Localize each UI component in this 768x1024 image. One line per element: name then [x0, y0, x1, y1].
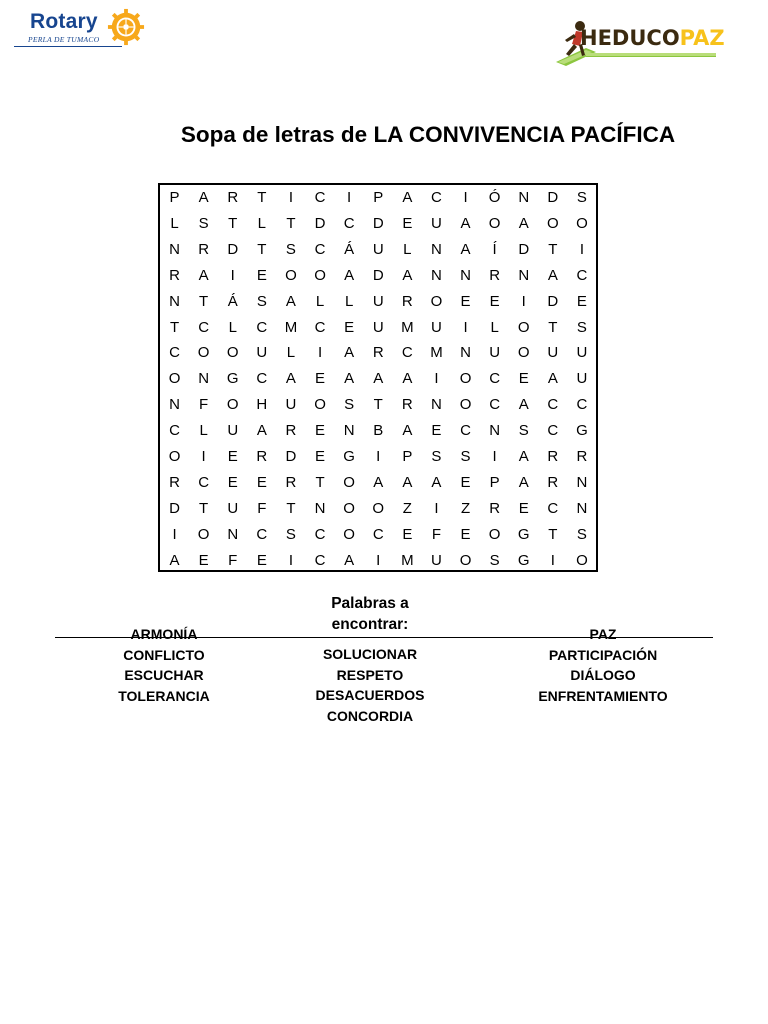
- grid-cell[interactable]: E: [256, 551, 267, 569]
- grid-cell[interactable]: A: [169, 551, 180, 569]
- grid-cell[interactable]: N: [460, 344, 471, 362]
- grid-cell[interactable]: C: [547, 422, 559, 440]
- page-title: Sopa de letras de LA CONVIVENCIA PACÍFICA: [180, 122, 676, 147]
- grid-cell[interactable]: C: [576, 396, 588, 414]
- grid-cell[interactable]: L: [403, 240, 412, 258]
- grid-cell[interactable]: C: [547, 396, 559, 414]
- grid-cell[interactable]: B: [373, 422, 384, 440]
- grid-cell[interactable]: T: [257, 189, 267, 206]
- grid-cell[interactable]: I: [492, 448, 497, 465]
- grid-cell[interactable]: F: [431, 525, 442, 543]
- grid-cell[interactable]: I: [376, 551, 381, 569]
- grid-cell[interactable]: E: [227, 448, 238, 465]
- grid-cell[interactable]: C: [489, 396, 501, 414]
- word-list-item: ESCUCHAR: [124, 667, 204, 683]
- grid-cell[interactable]: A: [402, 370, 413, 388]
- grid-cell[interactable]: R: [489, 266, 501, 284]
- grid-cell[interactable]: E: [402, 525, 413, 543]
- grid-cell[interactable]: O: [197, 525, 210, 543]
- grid-cell[interactable]: O: [576, 214, 588, 232]
- grid-cell[interactable]: O: [314, 266, 326, 284]
- grid-cell[interactable]: M: [401, 551, 414, 569]
- grid-cell[interactable]: O: [459, 370, 472, 388]
- grid-cell[interactable]: I: [317, 344, 323, 362]
- grid-cell[interactable]: U: [372, 292, 384, 310]
- grid-cell[interactable]: D: [169, 499, 180, 517]
- word-list-heading: Palabras a encontrar:: [331, 595, 409, 633]
- grid-cell[interactable]: P: [402, 448, 413, 465]
- grid-cell[interactable]: I: [463, 189, 468, 206]
- word-list-item: ENFRENTAMIENTO: [538, 687, 668, 704]
- grid-cell[interactable]: D: [372, 266, 384, 284]
- grid-cell[interactable]: C: [198, 473, 210, 491]
- heducopaz-logo-wordmark: HEDUCOPAZ: [580, 26, 725, 50]
- grid-cell[interactable]: N: [169, 396, 180, 414]
- grid-row: [160, 496, 596, 522]
- grid-cell[interactable]: C: [169, 344, 180, 362]
- grid-cell[interactable]: N: [169, 240, 180, 258]
- grid-cell[interactable]: O: [168, 448, 181, 465]
- grid-cell[interactable]: M: [401, 318, 414, 336]
- grid-cell[interactable]: R: [372, 344, 384, 362]
- grid-cell[interactable]: N: [431, 240, 442, 258]
- grid-cell[interactable]: L: [170, 214, 179, 232]
- rotary-logo-rule: [14, 46, 122, 47]
- grid-cell[interactable]: S: [489, 551, 500, 569]
- grid-cell[interactable]: D: [518, 240, 530, 258]
- grid-cell[interactable]: E: [431, 422, 442, 440]
- grid-row: [160, 211, 596, 237]
- grid-cell[interactable]: A: [198, 189, 209, 206]
- grid-cell[interactable]: I: [521, 292, 526, 310]
- grid-cell[interactable]: U: [372, 318, 384, 336]
- grid-cell[interactable]: S: [576, 189, 587, 206]
- grid-cell[interactable]: E: [198, 551, 209, 569]
- grid-cell[interactable]: I: [347, 189, 352, 206]
- grid-cell[interactable]: N: [431, 396, 442, 414]
- grid-cell[interactable]: O: [547, 214, 559, 232]
- grid-cell[interactable]: Z: [460, 499, 471, 517]
- grid-cell[interactable]: I: [434, 499, 439, 517]
- grid-cell[interactable]: N: [576, 499, 588, 517]
- grid-row: [160, 522, 596, 548]
- grid-cell[interactable]: Z: [402, 499, 412, 517]
- grid-cell[interactable]: D: [547, 292, 559, 310]
- grid-cell[interactable]: U: [576, 370, 588, 388]
- grid-cell[interactable]: L: [257, 214, 267, 232]
- grid-cell[interactable]: N: [343, 422, 355, 440]
- grid-cell[interactable]: U: [256, 344, 268, 362]
- grid-cell[interactable]: D: [314, 214, 326, 232]
- grid-cell[interactable]: E: [460, 292, 471, 310]
- grid-cell[interactable]: C: [314, 551, 326, 569]
- grid-cell[interactable]: L: [286, 344, 296, 362]
- grid-row: [160, 392, 596, 418]
- grid-cell[interactable]: A: [547, 266, 558, 284]
- grid-cell[interactable]: T: [548, 525, 558, 543]
- grid-cell[interactable]: U: [489, 344, 501, 362]
- grid-cell[interactable]: A: [402, 266, 413, 284]
- grid-row: [160, 340, 596, 366]
- grid-cell[interactable]: F: [228, 551, 238, 569]
- grid-row: [160, 418, 596, 444]
- grid-cell[interactable]: N: [489, 422, 501, 440]
- rotary-logo-wordmark: Rotary: [30, 10, 98, 33]
- grid-cell[interactable]: L: [315, 292, 325, 310]
- grid-cell[interactable]: N: [576, 473, 588, 491]
- heducopaz-logo: [556, 18, 726, 66]
- word-list-item: RESPETO: [336, 666, 404, 683]
- word-list-item: TOLERANCIA: [118, 687, 210, 704]
- grid-cell[interactable]: C: [431, 189, 442, 206]
- grid-cell[interactable]: C: [372, 525, 384, 543]
- grid-cell[interactable]: U: [285, 396, 297, 414]
- grid-cell[interactable]: T: [548, 240, 558, 258]
- word-list-item: ARMONÍA: [130, 626, 198, 642]
- grid-cell[interactable]: I: [463, 318, 468, 336]
- grid-cell[interactable]: R: [401, 292, 413, 310]
- grid-cell[interactable]: A: [344, 370, 355, 388]
- grid-cell[interactable]: O: [576, 551, 588, 569]
- grid-cell[interactable]: U: [576, 344, 588, 362]
- grid-cell[interactable]: A: [460, 214, 471, 232]
- grid-cell[interactable]: C: [576, 266, 588, 284]
- grid-cell[interactable]: S: [285, 525, 296, 543]
- grid-cell[interactable]: I: [434, 370, 439, 388]
- grid-row: [160, 470, 596, 496]
- grid-cell[interactable]: E: [518, 499, 529, 517]
- rotary-wheel-icon: [107, 8, 145, 46]
- grid-cell[interactable]: C: [401, 344, 413, 362]
- grid-cell[interactable]: P: [373, 189, 384, 206]
- grid-cell[interactable]: C: [256, 318, 268, 336]
- grid-cell[interactable]: U: [227, 422, 239, 440]
- grid-row: [160, 263, 596, 289]
- grid-row: [160, 548, 596, 574]
- grid-cell[interactable]: O: [314, 396, 326, 414]
- grid-cell[interactable]: L: [228, 318, 237, 336]
- grid-cell[interactable]: C: [460, 422, 471, 440]
- grid-row: [160, 366, 596, 392]
- grid-cell[interactable]: R: [227, 189, 239, 206]
- grid-cell[interactable]: I: [579, 240, 585, 258]
- grid-cell[interactable]: O: [459, 396, 472, 414]
- word-list-left: [84, 624, 244, 706]
- grid-cell[interactable]: I: [550, 551, 555, 569]
- grid-cell[interactable]: T: [286, 214, 296, 232]
- grid-cell[interactable]: R: [169, 266, 180, 284]
- grid-cell[interactable]: T: [315, 473, 325, 491]
- grid-cell[interactable]: G: [343, 448, 355, 465]
- grid-cell[interactable]: A: [285, 292, 296, 310]
- grid-cell[interactable]: N: [431, 266, 442, 284]
- grid-row: [160, 444, 596, 470]
- grid-cell[interactable]: I: [230, 266, 235, 284]
- word-list-item: SOLUCIONAR: [322, 646, 418, 662]
- grid-cell[interactable]: A: [402, 189, 413, 206]
- grid-cell[interactable]: T: [169, 318, 180, 336]
- word-list-item: DESACUERDOS: [315, 687, 425, 703]
- grid-cell[interactable]: A: [344, 551, 355, 569]
- grid-cell[interactable]: O: [517, 318, 530, 336]
- grid-cell[interactable]: A: [518, 473, 529, 491]
- grid-cell[interactable]: R: [547, 448, 559, 465]
- grid-cell[interactable]: Ó: [488, 189, 501, 206]
- grid-cell[interactable]: E: [576, 292, 587, 310]
- grid-cell[interactable]: Á: [227, 292, 238, 310]
- grid-cell[interactable]: O: [197, 344, 210, 362]
- grid-cell[interactable]: O: [285, 266, 297, 284]
- grid-cell[interactable]: A: [344, 344, 355, 362]
- grid-cell[interactable]: S: [285, 240, 296, 258]
- grid-cell[interactable]: A: [344, 266, 355, 284]
- grid-cell[interactable]: S: [198, 214, 209, 232]
- grid-cell[interactable]: I: [172, 525, 177, 543]
- grid-cell[interactable]: N: [518, 266, 530, 284]
- grid-cell[interactable]: S: [576, 318, 587, 336]
- grid-cell[interactable]: F: [257, 499, 267, 517]
- grid-cell[interactable]: E: [315, 422, 326, 440]
- grid-cell[interactable]: C: [547, 499, 559, 517]
- grid-cell[interactable]: U: [372, 240, 384, 258]
- grid-cell[interactable]: M: [284, 318, 298, 336]
- grid-cell[interactable]: A: [460, 240, 471, 258]
- grid-cell[interactable]: R: [169, 473, 180, 491]
- grid-cell[interactable]: R: [285, 422, 297, 440]
- grid-row: [160, 185, 596, 211]
- grid-cell[interactable]: U: [227, 499, 239, 517]
- grid-cell[interactable]: S: [431, 448, 442, 465]
- grid-cell[interactable]: E: [315, 448, 326, 465]
- grid-cell[interactable]: O: [488, 214, 501, 232]
- grid-cell[interactable]: N: [314, 499, 326, 517]
- grid-cell[interactable]: F: [199, 396, 209, 414]
- grid-cell[interactable]: D: [285, 448, 297, 465]
- grid-cell[interactable]: E: [315, 370, 326, 388]
- word-search-grid: [158, 183, 598, 572]
- grid-cell[interactable]: A: [373, 370, 384, 388]
- grid-cell[interactable]: D: [227, 240, 239, 258]
- grid-cell[interactable]: U: [431, 214, 442, 232]
- grid-cell[interactable]: I: [376, 448, 381, 465]
- grid-cell[interactable]: O: [343, 499, 355, 517]
- grid-cell[interactable]: T: [199, 292, 209, 310]
- grid-cell[interactable]: A: [198, 266, 209, 284]
- grid-cell[interactable]: O: [459, 551, 472, 569]
- grid-cell[interactable]: D: [372, 214, 384, 232]
- grid-cell[interactable]: C: [314, 189, 326, 206]
- word-list-item: DIÁLOGO: [570, 667, 636, 683]
- grid-cell[interactable]: C: [256, 370, 268, 388]
- grid-cell[interactable]: G: [226, 370, 239, 388]
- grid-cell[interactable]: E: [256, 473, 267, 491]
- grid-cell[interactable]: C: [169, 422, 180, 440]
- grid-cell[interactable]: T: [199, 499, 209, 517]
- grid-cell[interactable]: R: [547, 473, 559, 491]
- grid-cell[interactable]: H: [256, 396, 268, 414]
- grid-cell[interactable]: N: [227, 525, 239, 543]
- grid-cell[interactable]: L: [490, 318, 499, 336]
- grid-cell[interactable]: T: [286, 499, 296, 517]
- grid-cell[interactable]: E: [344, 318, 355, 336]
- grid-cell[interactable]: C: [343, 214, 355, 232]
- grid-cell[interactable]: O: [517, 344, 530, 362]
- grid-cell[interactable]: C: [314, 525, 326, 543]
- grid-cell[interactable]: M: [430, 344, 443, 362]
- grid-cell[interactable]: I: [201, 448, 206, 465]
- grid-cell[interactable]: R: [401, 396, 413, 414]
- grid-cell[interactable]: I: [288, 189, 294, 206]
- grid-cell[interactable]: N: [518, 189, 530, 206]
- grid-cell[interactable]: T: [257, 240, 267, 258]
- grid-cell[interactable]: E: [256, 266, 267, 284]
- grid-cell[interactable]: T: [373, 396, 383, 414]
- rotary-logo-subtitle: PERLA DE TUMACO: [28, 35, 100, 44]
- word-list-right: [523, 624, 683, 706]
- grid-cell[interactable]: C: [314, 240, 326, 258]
- grid-cell[interactable]: C: [198, 318, 210, 336]
- grid-cell[interactable]: A: [373, 473, 384, 491]
- heducopaz-tagline-graphic: [586, 51, 716, 59]
- grid-cell[interactable]: R: [256, 448, 268, 465]
- grid-cell[interactable]: S: [460, 448, 471, 465]
- grid-cell[interactable]: D: [547, 189, 559, 206]
- grid-cell[interactable]: U: [431, 318, 442, 336]
- word-list-item: CONCORDIA: [326, 707, 414, 724]
- grid-cell[interactable]: O: [226, 344, 239, 362]
- grid-cell[interactable]: G: [517, 525, 530, 543]
- rotary-logo: [8, 6, 158, 48]
- grid-row: [160, 289, 596, 315]
- grid-cell[interactable]: G: [576, 422, 588, 440]
- grid-cell[interactable]: O: [226, 396, 239, 414]
- grid-cell[interactable]: S: [518, 422, 529, 440]
- grid-cell[interactable]: U: [547, 344, 559, 362]
- grid-cell[interactable]: Í: [492, 240, 497, 258]
- word-list-middle: [290, 644, 450, 726]
- word-list-item: PARTICIPACIÓN: [548, 646, 658, 663]
- grid-cell[interactable]: T: [228, 214, 238, 232]
- grid-cell[interactable]: O: [430, 292, 443, 310]
- grid-cell[interactable]: R: [198, 240, 210, 258]
- grid-cell[interactable]: E: [402, 214, 413, 232]
- grid-cell[interactable]: A: [402, 473, 413, 491]
- grid-cell[interactable]: O: [343, 473, 355, 491]
- grid-cell[interactable]: L: [344, 292, 354, 310]
- grid-cell[interactable]: A: [256, 422, 267, 440]
- grid-cell[interactable]: P: [489, 473, 500, 491]
- grid-cell[interactable]: C: [256, 525, 268, 543]
- grid-cell[interactable]: N: [460, 266, 471, 284]
- grid-cell[interactable]: U: [431, 551, 442, 569]
- grid-cell[interactable]: L: [199, 422, 208, 440]
- grid-cell[interactable]: E: [489, 292, 500, 310]
- grid-cell[interactable]: C: [489, 370, 501, 388]
- grid-cell[interactable]: A: [285, 370, 296, 388]
- grid-cell[interactable]: S: [344, 396, 355, 414]
- grid-cell[interactable]: R: [489, 499, 501, 517]
- grid-cell[interactable]: A: [518, 448, 529, 465]
- grid-cell[interactable]: Á: [344, 240, 355, 258]
- grid-cell[interactable]: P: [169, 189, 180, 206]
- grid-cell[interactable]: N: [169, 292, 180, 310]
- grid-cell[interactable]: E: [227, 473, 238, 491]
- grid-row: [160, 237, 596, 263]
- grid-cell[interactable]: T: [548, 318, 558, 336]
- grid-cell[interactable]: R: [576, 448, 588, 465]
- grid-cell[interactable]: E: [460, 473, 471, 491]
- word-list-item: CONFLICTO: [123, 646, 205, 663]
- grid-cell[interactable]: C: [314, 318, 326, 336]
- grid-cell[interactable]: N: [198, 370, 210, 388]
- grid-cell[interactable]: S: [256, 292, 267, 310]
- grid-cell[interactable]: O: [372, 499, 385, 517]
- grid-row: [160, 315, 596, 341]
- grid-cell[interactable]: E: [518, 370, 529, 388]
- grid-cell[interactable]: O: [168, 370, 181, 388]
- grid-cell[interactable]: A: [431, 473, 442, 491]
- grid-cell[interactable]: E: [460, 525, 471, 543]
- grid-cell[interactable]: A: [518, 396, 529, 414]
- grid-cell[interactable]: A: [547, 370, 558, 388]
- grid-cell[interactable]: A: [402, 422, 413, 440]
- grid-cell[interactable]: R: [285, 473, 297, 491]
- word-list-item: PAZ: [589, 626, 617, 642]
- grid-cell[interactable]: G: [517, 551, 530, 569]
- grid-cell[interactable]: O: [488, 525, 501, 543]
- grid-cell[interactable]: A: [518, 214, 529, 232]
- grid-cell[interactable]: I: [288, 551, 294, 569]
- grid-cell[interactable]: S: [576, 525, 587, 543]
- grid-cell[interactable]: O: [343, 525, 355, 543]
